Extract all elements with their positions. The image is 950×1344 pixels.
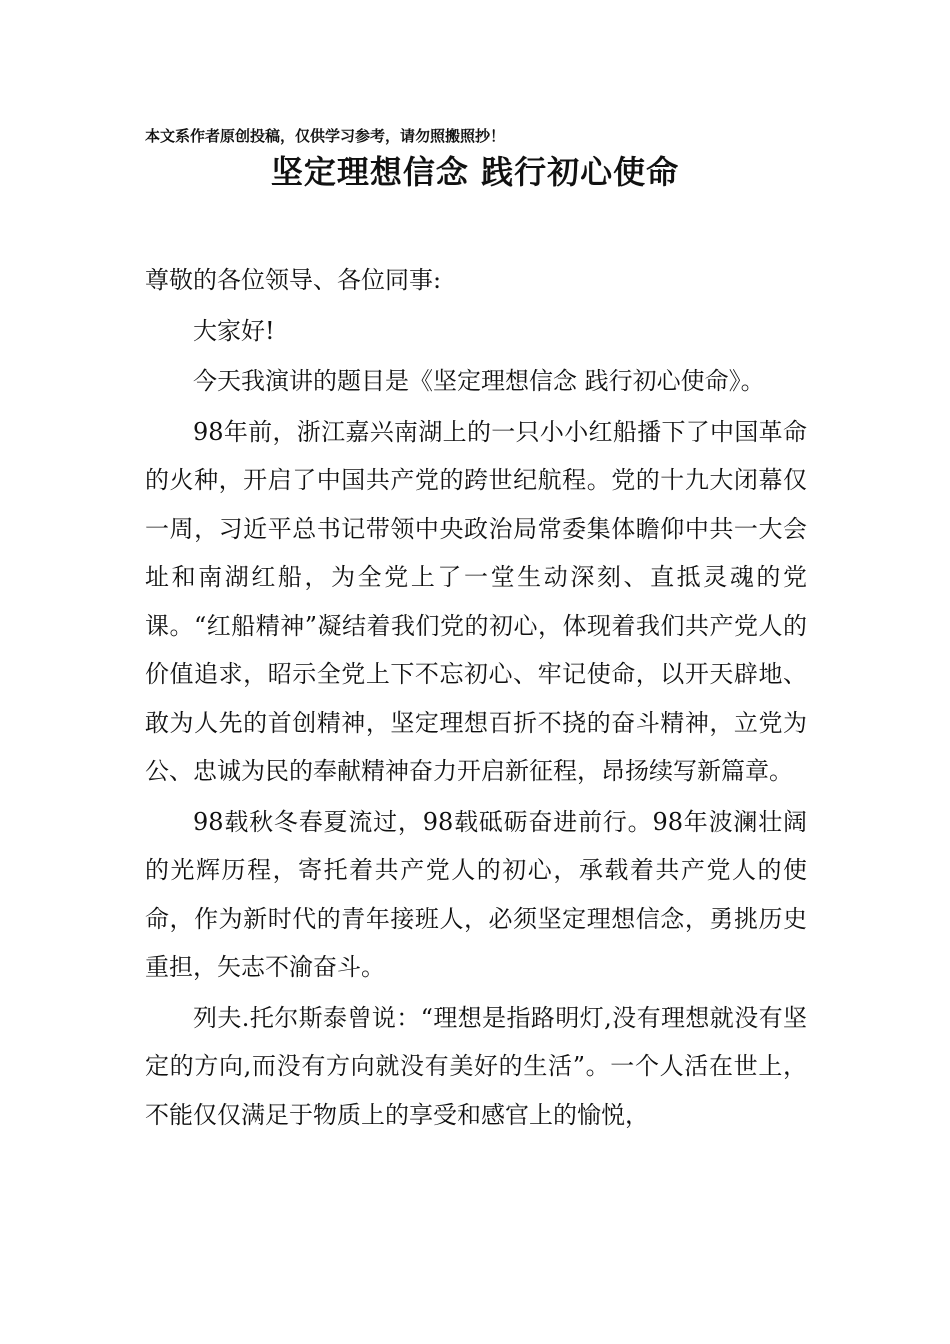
document-title: 坚定理想信念 践行初心使命 bbox=[270, 153, 680, 191]
paragraph-topic: 今天我演讲的题目是《坚定理想信念 践行初心使命》。 bbox=[193, 367, 765, 395]
paragraph-98-years: 98载秋冬春夏流过，98载砥砺奋进前行。98年波澜壮阔的光辉历程，寄托着共产党人的初心，承载着共产党人的使命，作为新时代的青年接班人，必须坚定理想信念，勇挑历史重担，矢志不渝奋斗。 bbox=[145, 807, 807, 981]
paragraph-red-boat: 98年前，浙江嘉兴南湖上的一只小小红船播下了中国革命的火种，开启了中国共产党的跨世纪航程。党的十九大闭幕仅一周，习近平总书记带领中央政治局常委集体瞻仰中共一大会址和南湖红船，为全党上了一堂生动深刻、直抵灵魂的党课。“红船精神”凝结着我们党的初心，体现着我们共产党人的价值追求，昭示全党上下不忘初心、牢记使命，以开天辟地、敢为人先的首创精神，坚定理想百折不挠的奋斗精神，立党为公、忠诚为民的奉献精神奋力开启新征程，昂扬续写新篇章。 bbox=[145, 417, 807, 785]
disclaimer-note: 本文系作者原创投稿，仅供学习参考，请勿照搬照抄！ bbox=[145, 127, 506, 145]
paragraph-greeting: 大家好! bbox=[193, 316, 275, 345]
document-body bbox=[145, 256, 807, 1141]
paragraph-tolstoy-quote: 列夫.托尔斯泰曾说：“理想是指路明灯,没有理想就没有坚定的方向,而没有方向就没有美好的生活”。一个人活在世上，不能仅仅满足于物质上的享受和感官上的愉悦， bbox=[145, 1003, 807, 1129]
salutation: 尊敬的各位领导、各位同事: bbox=[145, 266, 442, 294]
